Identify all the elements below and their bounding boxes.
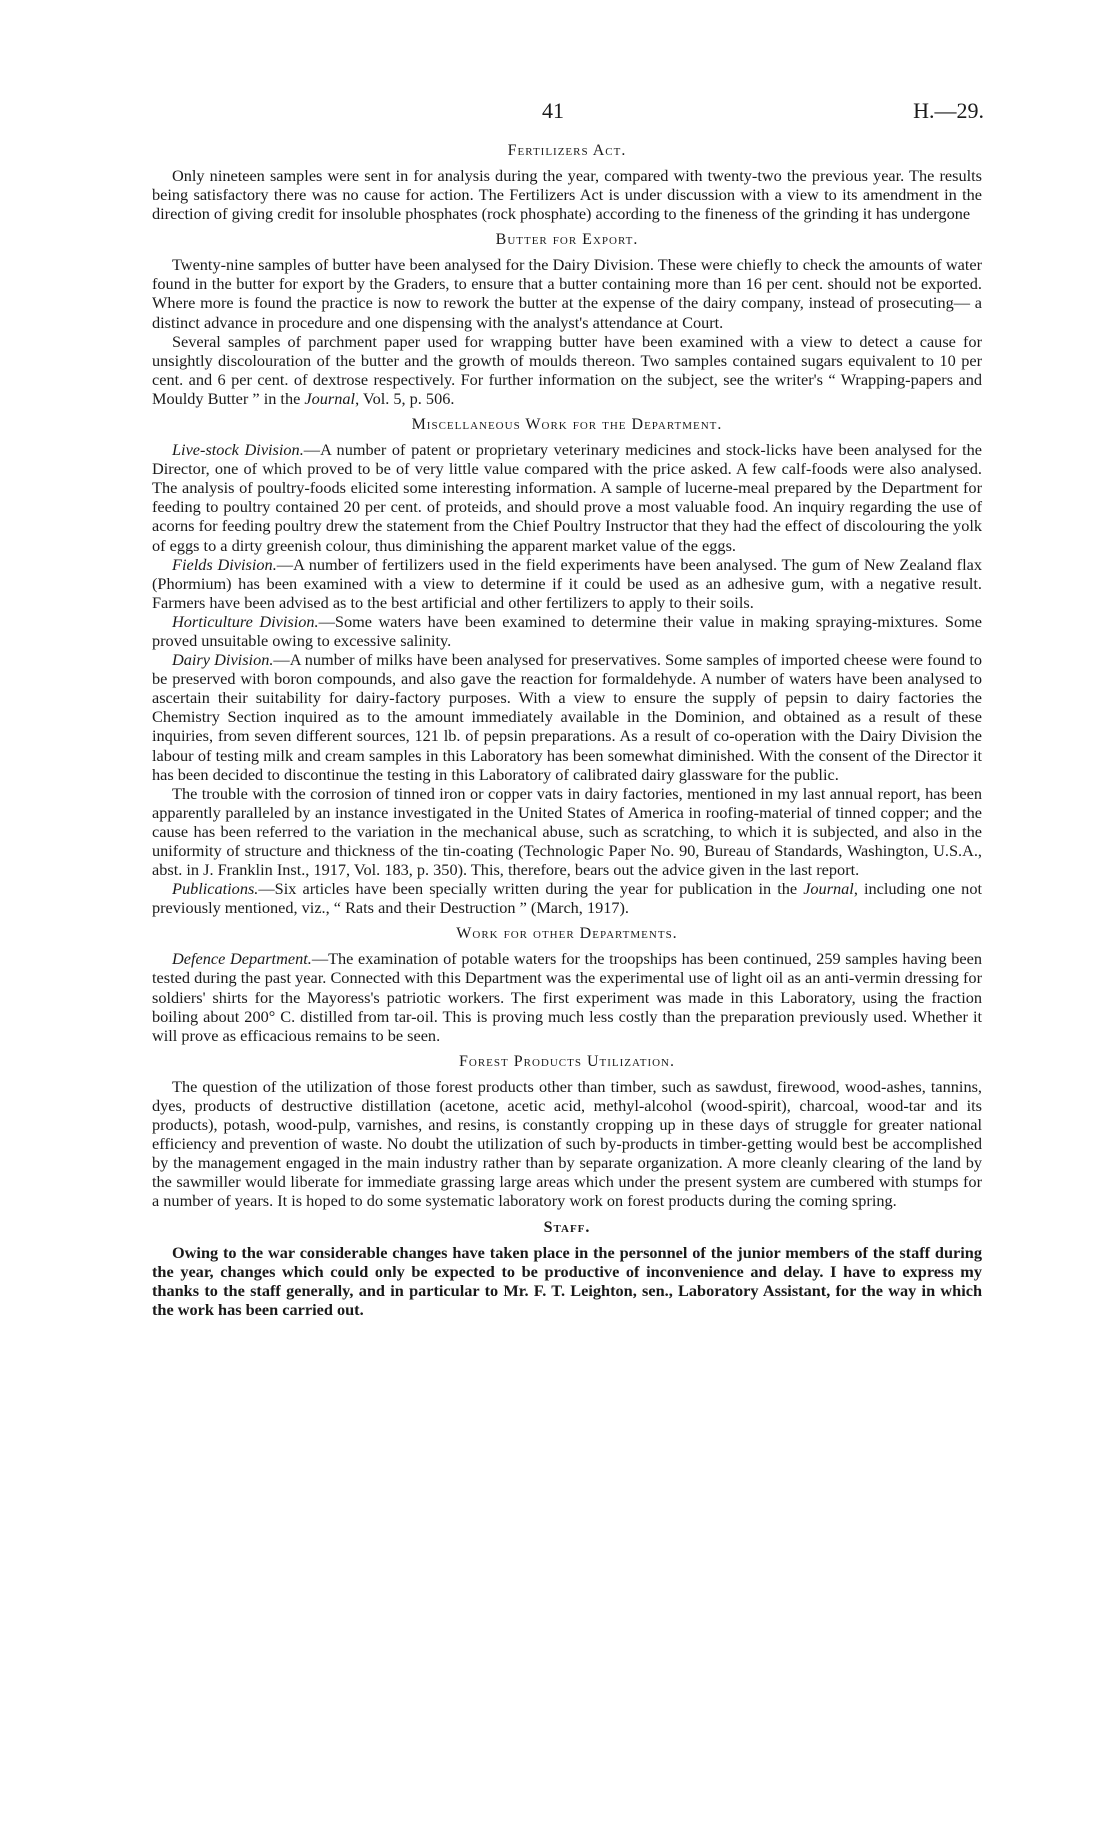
publications-text-2: , including one not previously mentioned, viz., “ Rats and their Destruction ” (March, 1917).	[152, 879, 982, 918]
paragraph-publications	[152, 879, 982, 917]
section-heading-forest: Forest Products Utilization.	[458, 1052, 675, 1070]
defence-text: —The examination of potable waters for the troopships has been continued, 259 samples having been tested during the past year. Connected with this Department was the experimental use of light oil as an anti-vermin dressing for soldiers' shirts for the Mayoress's patriotic workers. The first experiment was made in this Laboratory, using the fraction boiling about 200° C. distilled from tar-oil. This is proving much less costly than the preparation previously used. Whether it will prove as efficacious remains to be seen.	[152, 949, 982, 1045]
butter-2-end: , Vol. 5, p. 506.	[355, 388, 455, 408]
document-page	[152, 98, 982, 1319]
butter-2-text: Several samples of parchment paper used for wrapping butter have been examined with a view to detect a cause for unsightly discolouration of the butter and the growth of moulds thereon. Two samples contained sugars equivalent to 10 per cent. and 6 per cent. of dextrose respectively. For further information on the subject, see the writer's “ Wrapping-papers and Mouldy Butter ” in the	[152, 331, 982, 408]
section-heading-butter: Butter for Export.	[495, 231, 639, 249]
defence-lead: Defence Department.	[172, 949, 312, 969]
page-number: 41	[542, 98, 564, 123]
fields-text: —A number of fertilizers used in the field experiments have been analysed. The gum of New Zealand flax (Phormium) has been examined with a view to determine if it could be used as an adhesive gum, with a negative result. Farmers have been advised as to the best artificial and other fertilizers to apply to their soils.	[152, 554, 982, 612]
paragraph-livestock	[152, 440, 982, 555]
livestock-lead: Live-stock Division.	[172, 440, 304, 460]
publications-journal: Journal	[803, 879, 854, 899]
publications-text-1: —Six articles have been specially written during the year for publication in the	[258, 879, 798, 899]
section-heading-miscellaneous: Miscellaneous Work for the Department.	[411, 416, 723, 434]
paragraph-fertilizers: Only nineteen samples were sent in for analysis during the year, compared with twenty-two the previous year. The results being satisfactory there was no cause for action. The Fertilizers Act is under discussion with a view to its amendment in the direction of giving credit for insoluble phosphates (rock phosphate) according to the fineness of the grinding it has undergone	[152, 166, 982, 224]
paragraph-staff: Owing to the war considerable changes have taken place in the personnel of the junior members of the staff during the year, changes which could only be expected to be productive of inconvenience and delay. I have to express my thanks to the staff generally, and in particular to Mr. F. T. Leighton, sen., Laboratory Assistant, for the way in which the work has been carried out.	[152, 1242, 982, 1319]
section-heading-staff: Staff.	[543, 1218, 591, 1236]
paragraph-defence	[152, 949, 982, 1044]
horticulture-text: —Some waters have been examined to determine their value in making spraying-mixtures. Some proved unsuitable owing to excessive salinity.	[152, 611, 983, 650]
journal-title: Journal	[304, 388, 356, 408]
fields-lead: Fields Division.	[172, 554, 277, 574]
livestock-text: —A number of patent or proprietary veterinary medicines and stock-licks have been analysed for the Director, one of which proved to be of very little value compared with the price asked. A few calf-foods were also analysed. The analysis of poultry-foods elicited some interesting information. A sample of lucerne-meal prepared by the Department for feeding to poultry contained 20 per cent. of proteids, and should prove a most valuable food. An inquiry regarding the use of acorns for feeding poultry drew the statement from the Chief Poultry Instructor that they had the effect of discolouring the yolk of eggs to a dirty greenish colour, thus diminishing the apparent market value of the eggs.	[152, 440, 982, 555]
paragraph-forest: The question of the utilization of those forest products other than timber, such as sawdust, firewood, wood-ashes, tannins, dyes, products of destructive distillation (acetone, acetic acid, methyl-alcohol (wood-spirit), charcoal, wood-tar and its products), potash, wood-pulp, varnishes, and resins, is constantly cropping up in these days of struggle for greater national efficiency and prevention of waste. No doubt the utilization of such by-products in timber-getting would best be accomplished by the management engaged in the main industry rather than by separate organization. A more cleanly clearing of the land by the sawmiller would liberate for immediate grassing large areas which under the present system are cumbered with stumps for a number of years. It is hoped to do some systematic laboratory work on forest products during the coming spring.	[152, 1076, 982, 1211]
dairy-text: —A number of milks have been analysed for preservatives. Some samples of imported cheese were found to be preserved with boron compounds, and also gave the reaction for formaldehyde. A number of waters have been analysed to ascertain their suitability for dairy-factory purposes. With a view to ensure the supply of pepsin to dairy factories the Chemistry Section inquired as to the amount immediately available in the Dominion, and obtained as a result of these inquiries, from seven different sources, 121 lb. of pepsin preparations. As a result of co-operation with the Dairy Division the labour of testing milk and cream samples in this Laboratory has been somewhat diminished. With the consent of the Director it has been decided to discontinue the testing in this Laboratory of calibrated dairy glassware for the public.	[152, 650, 983, 784]
section-heading-other-departments: Work for other Departments.	[456, 925, 678, 943]
publications-lead: Publications.	[172, 879, 259, 899]
paragraph-butter-2	[152, 332, 982, 408]
document-reference: H.—29.	[913, 98, 984, 123]
section-heading-fertilizers: Fertilizers Act.	[507, 142, 627, 159]
horticulture-lead: Horticulture Division.	[172, 611, 319, 631]
paragraph-corrosion: The trouble with the corrosion of tinned iron or copper vats in dairy factories, mentioned in my last annual report, has been apparently paralleled by an instance investigated in the United States of America in roofing-material of tinned copper; and the cause has been referred to the variation in the mechanical abuse, such as scratching, to which it is subjected, and also in the uniformity of structure and thickness of the tin-coating (Technologic Paper No. 90, Bureau of Standards, Washington, U.S.A., abst. in J. Franklin Inst., 1917, Vol. 183, p. 350). This, therefore, bears out the advice given in the last report.	[152, 783, 982, 880]
paragraph-dairy	[152, 650, 982, 784]
paragraph-horticulture	[152, 612, 982, 650]
page-header	[152, 98, 982, 134]
dairy-lead: Dairy Division.	[172, 650, 274, 670]
paragraph-butter-1: Twenty-nine samples of butter have been analysed for the Dairy Division. These were chiefly to check the amounts of water found in the butter for export by the Graders, to ensure that a butter containing more than 16 per cent. should not be exported. Where more is found the practice is now to rework the butter at the expense of the dairy company, instead of prosecuting— a distinct advance in procedure and one dispensing with the analyst's attendance at Court.	[152, 255, 982, 332]
paragraph-fields	[152, 555, 982, 612]
